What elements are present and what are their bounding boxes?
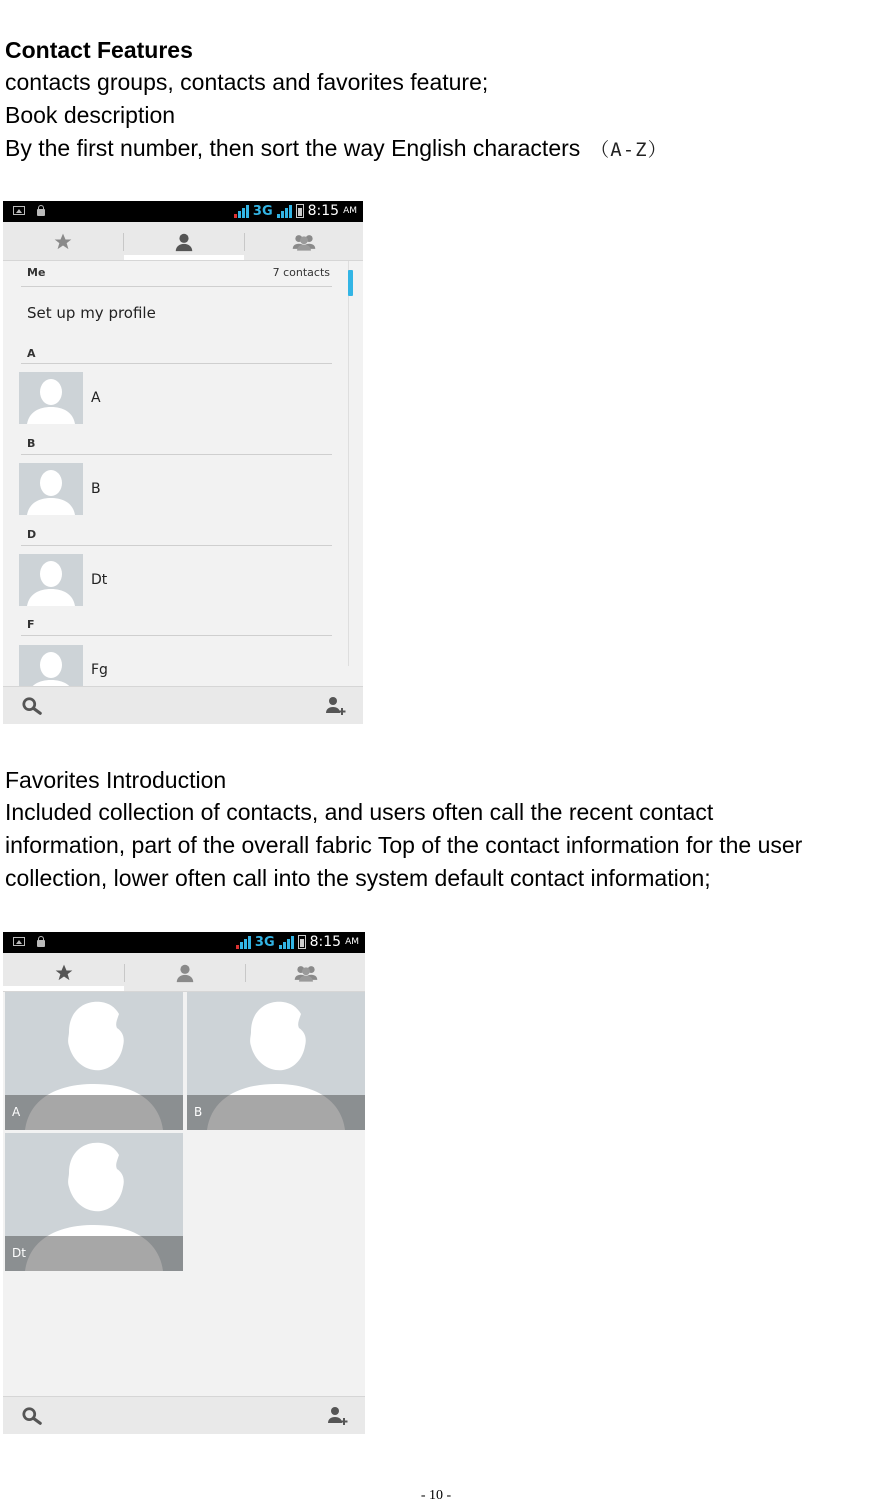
star-icon	[53, 232, 73, 252]
favorites-screenshot	[3, 932, 365, 1434]
tab-selected-indicator	[124, 255, 244, 260]
favorite-tile[interactable]	[5, 1133, 183, 1271]
tab-bar	[3, 953, 365, 992]
contact-name[interactable]: B	[91, 481, 101, 497]
avatar	[19, 372, 83, 424]
section-header: B	[27, 437, 36, 450]
me-header: Me	[27, 266, 46, 279]
cell-signal-icon	[277, 204, 292, 218]
paragraph-line: Book description	[5, 102, 176, 128]
action-bar	[3, 1396, 365, 1434]
cell-signal-icon	[279, 935, 294, 949]
tab-contacts[interactable]	[125, 953, 245, 992]
setup-profile-item[interactable]: Set up my profile	[27, 304, 156, 322]
search-icon[interactable]	[21, 696, 43, 716]
star-icon	[54, 963, 74, 983]
status-bar	[3, 932, 365, 953]
favorite-name: A	[5, 1095, 183, 1130]
favorite-name: Dt	[5, 1236, 183, 1271]
signal-icon	[234, 204, 249, 218]
tab-groups[interactable]	[245, 222, 363, 261]
search-icon[interactable]	[21, 1406, 43, 1426]
paragraph-line: information, part of the overall fabric Top of the contact information for the user	[5, 832, 803, 858]
group-icon	[293, 962, 319, 984]
contacts-screenshot	[3, 201, 363, 724]
section-header: A	[27, 347, 36, 360]
contact-count: 7 contacts	[272, 266, 330, 279]
battery-icon	[296, 204, 304, 218]
add-contact-icon[interactable]	[325, 1405, 349, 1427]
avatar	[19, 554, 83, 606]
tab-bar	[3, 222, 363, 261]
picture-notification-icon	[13, 937, 25, 946]
action-bar	[3, 686, 363, 724]
clock: 8:15	[307, 203, 340, 219]
section-header: D	[27, 528, 37, 541]
favorites-grid	[3, 992, 365, 1396]
paragraph-line: Included collection of contacts, and users often call the recent contact	[5, 799, 714, 825]
page-number: - 10 -	[420, 1488, 452, 1503]
contact-name[interactable]: A	[91, 390, 101, 406]
lock-icon	[37, 940, 45, 947]
avatar	[19, 463, 83, 515]
picture-notification-icon	[13, 206, 25, 215]
add-contact-icon[interactable]	[323, 695, 347, 717]
person-icon	[174, 962, 196, 984]
person-icon	[173, 231, 195, 253]
network-type: 3G	[254, 934, 275, 950]
paragraph-line	[5, 132, 668, 167]
section-header: F	[27, 618, 35, 631]
contact-name[interactable]: Fg	[91, 662, 108, 678]
clock-ampm: AM	[343, 206, 357, 216]
group-icon	[291, 231, 317, 253]
clock-ampm: AM	[345, 937, 359, 947]
signal-icon	[236, 935, 251, 949]
paragraph-line: collection, lower often call into the system default contact information;	[5, 865, 711, 891]
sort-range: （A-Z）	[590, 139, 668, 161]
battery-icon	[298, 935, 306, 949]
sort-description: By the first number, then sort the way English characters	[5, 135, 581, 161]
status-bar	[3, 201, 363, 222]
paragraph-line: contacts groups, contacts and favorites feature;	[5, 69, 489, 95]
favorite-tile[interactable]	[5, 992, 183, 1130]
clock: 8:15	[309, 934, 342, 950]
network-type: 3G	[252, 203, 273, 219]
contact-name[interactable]: Dt	[91, 572, 108, 588]
scrollbar[interactable]	[348, 270, 353, 296]
favorite-tile[interactable]	[187, 992, 365, 1130]
heading-favorites: Favorites Introduction	[5, 767, 227, 793]
tab-groups[interactable]	[246, 953, 365, 992]
scroll-track	[348, 261, 349, 666]
lock-icon	[37, 209, 45, 216]
tab-favorites[interactable]	[3, 222, 123, 261]
favorite-name: B	[187, 1095, 365, 1130]
contacts-list	[3, 261, 363, 686]
tab-selected-indicator	[3, 986, 124, 991]
heading-contact-features: Contact Features	[5, 37, 193, 63]
